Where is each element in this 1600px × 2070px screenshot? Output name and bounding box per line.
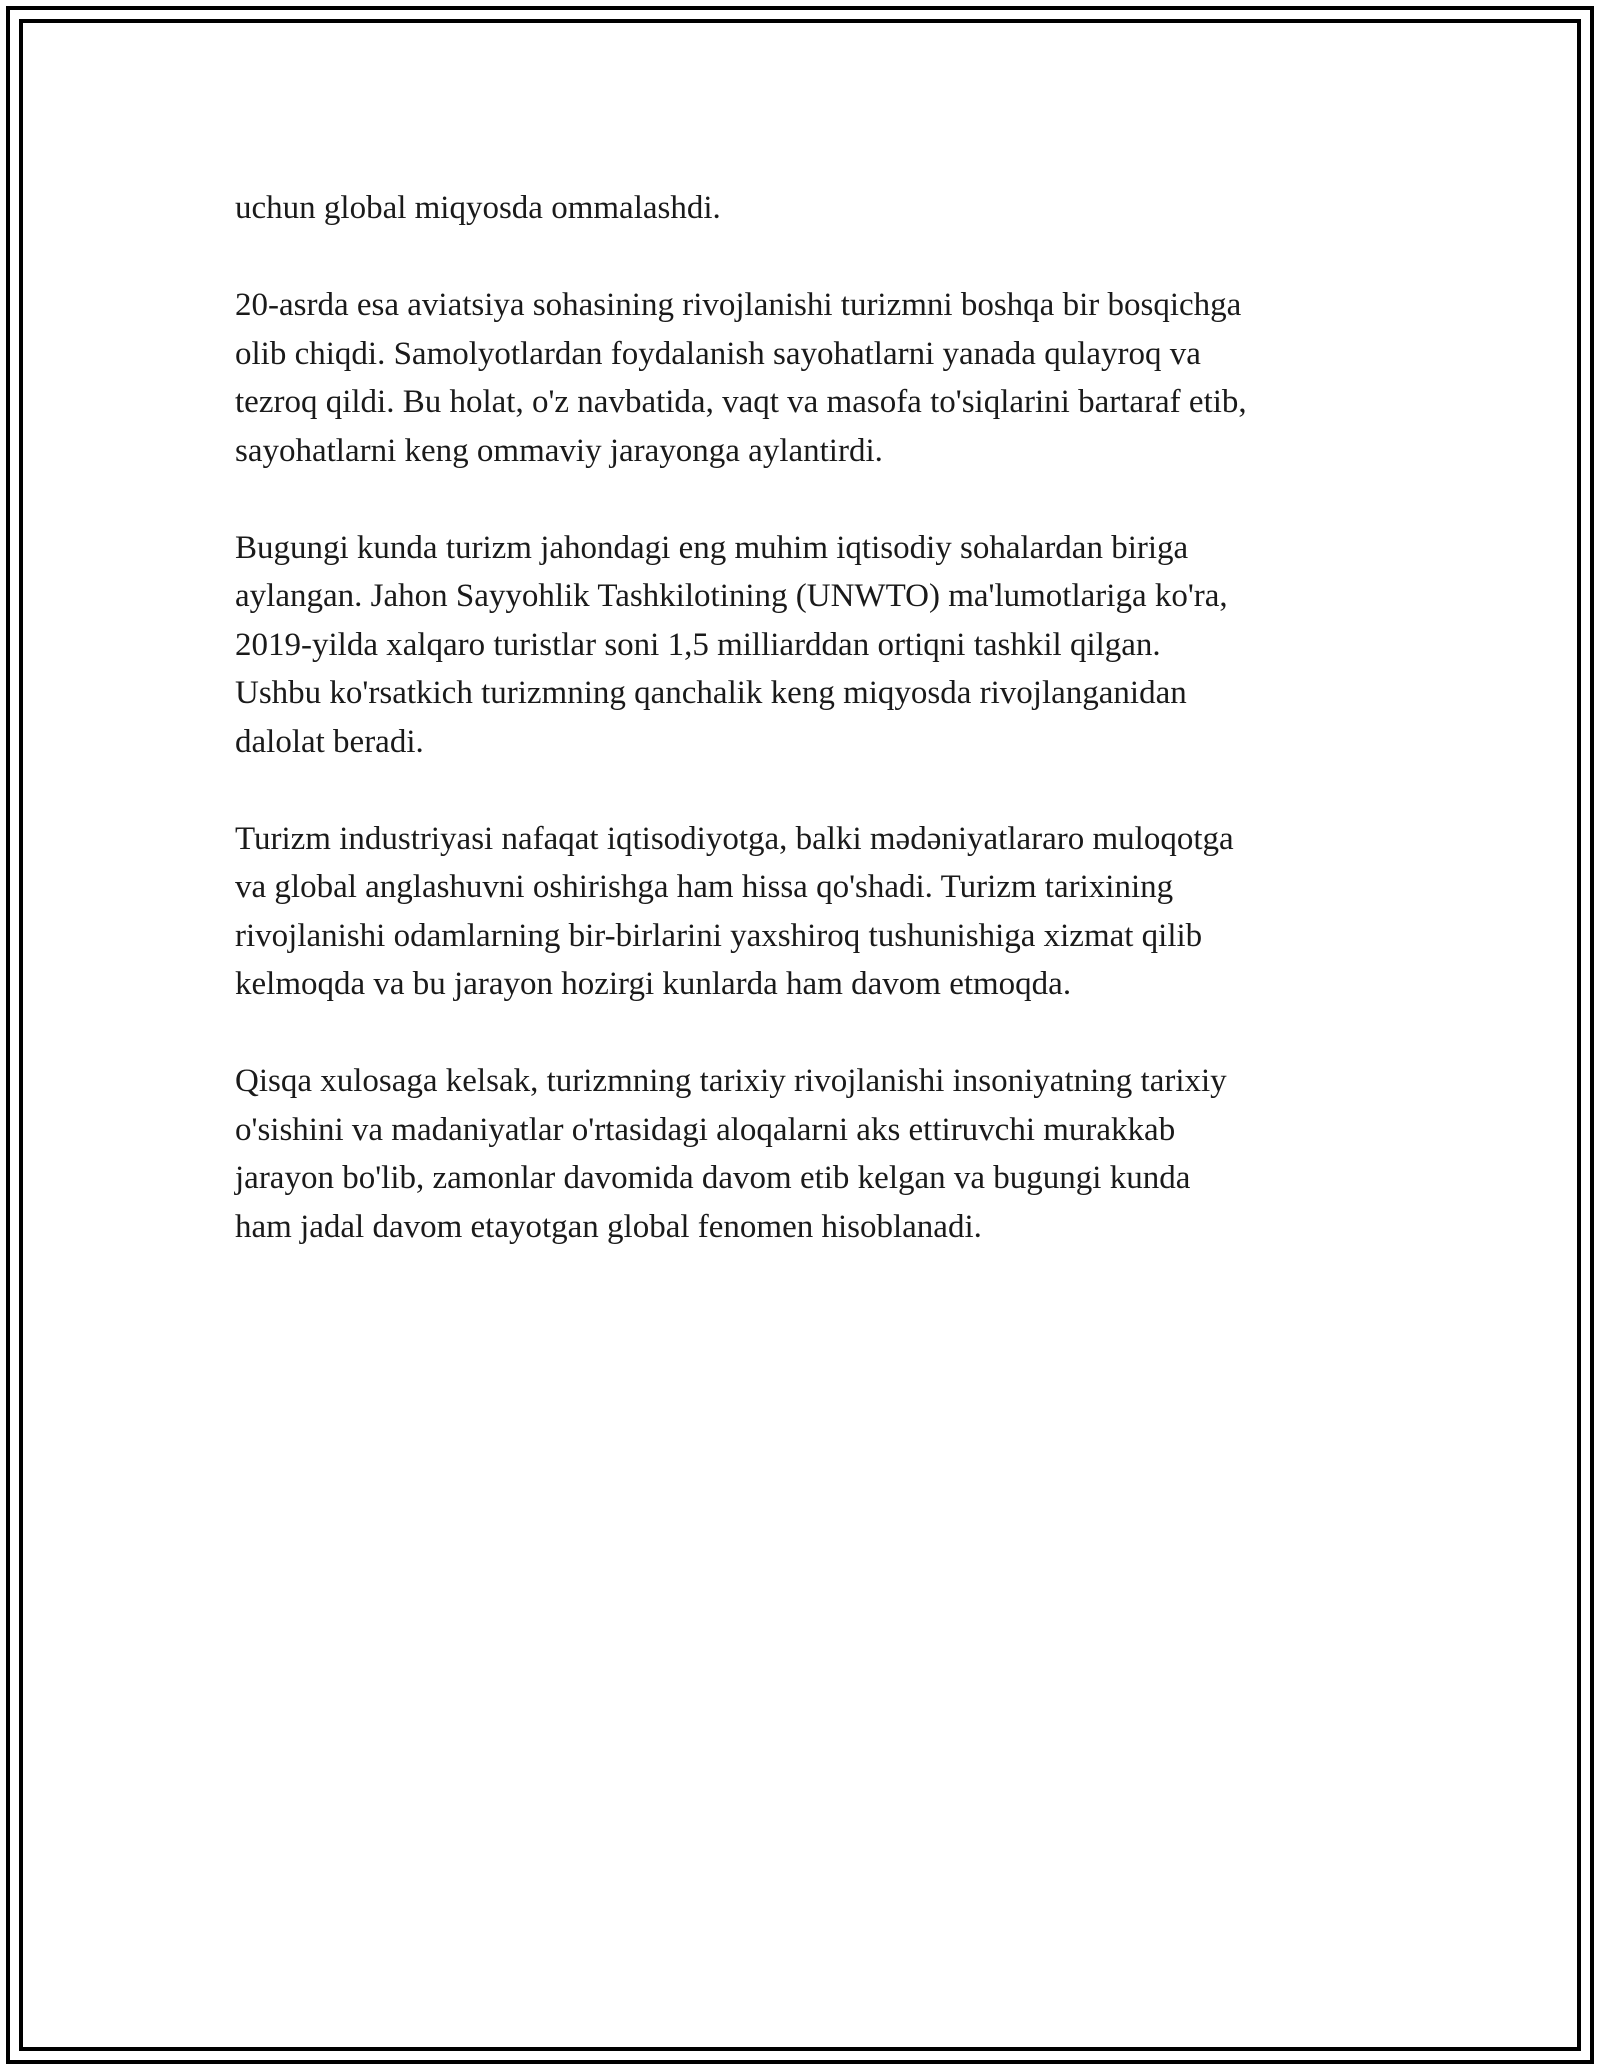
- paragraph-cultural-dialogue: Turizm industriyasi nafaqat iqtisodiyotga, balki mədəniyatlararo muloqotga va global anglashuvni oshirishga ham hissa qo'shadi. Turizm tarixining rivojlanishi odamlarning bir-birlarini yaxshiroq tushunishiga xizmat qilib kelmoqda va bu jarayon hozirgi kunlarda ham davom etmoqda.: [235, 820, 1234, 1002]
- paragraph-modern-tourism: Bugungi kunda turizm jahondagi eng muhim iqtisodiy sohalardan biriga aylangan. Jahon Sayyohlik Tashkilotining (UNWTO) ma'lumotlariga ko'ra, 2019-yilda xalqaro turistlar soni 1,5 milliarddan ortiqni tashkil qilgan. Ushbu ko'rsatkich turizmning qanchalik keng miqyosda rivojlanganidan dalolat beradi.: [235, 529, 1228, 760]
- paragraph-aviation: 20-asrda esa aviatsiya sohasining rivojlanishi turizmni boshqa bir bosqichga olib chiqdi. Samolyotlardan foydalanish sayohatlarni yanada qulayroq va tezroq qildi. Bu holat, o'z navbatida, vaqt va masofa to'siqlarini bartaraf etib, sayohatlarni keng ommaviy jarayonga aylantirdi.: [235, 287, 1247, 469]
- document-body: [235, 184, 1375, 1300]
- paragraph-continuation: uchun global miqyosda ommalashdi.: [235, 190, 721, 226]
- paragraph-conclusion: Qisqa xulosaga kelsak, turizmning tarixiy rivojlanishi insoniyatning tarixiy o'sishini va madaniyatlar o'rtasidagi aloqalarni aks ettiruvchi murakkab jarayon bo'lib, zamonlar davomida davom etib kelgan va bugungi kunda ham jadal davom etayotgan global fenomen hisoblanadi.: [235, 1063, 1227, 1245]
